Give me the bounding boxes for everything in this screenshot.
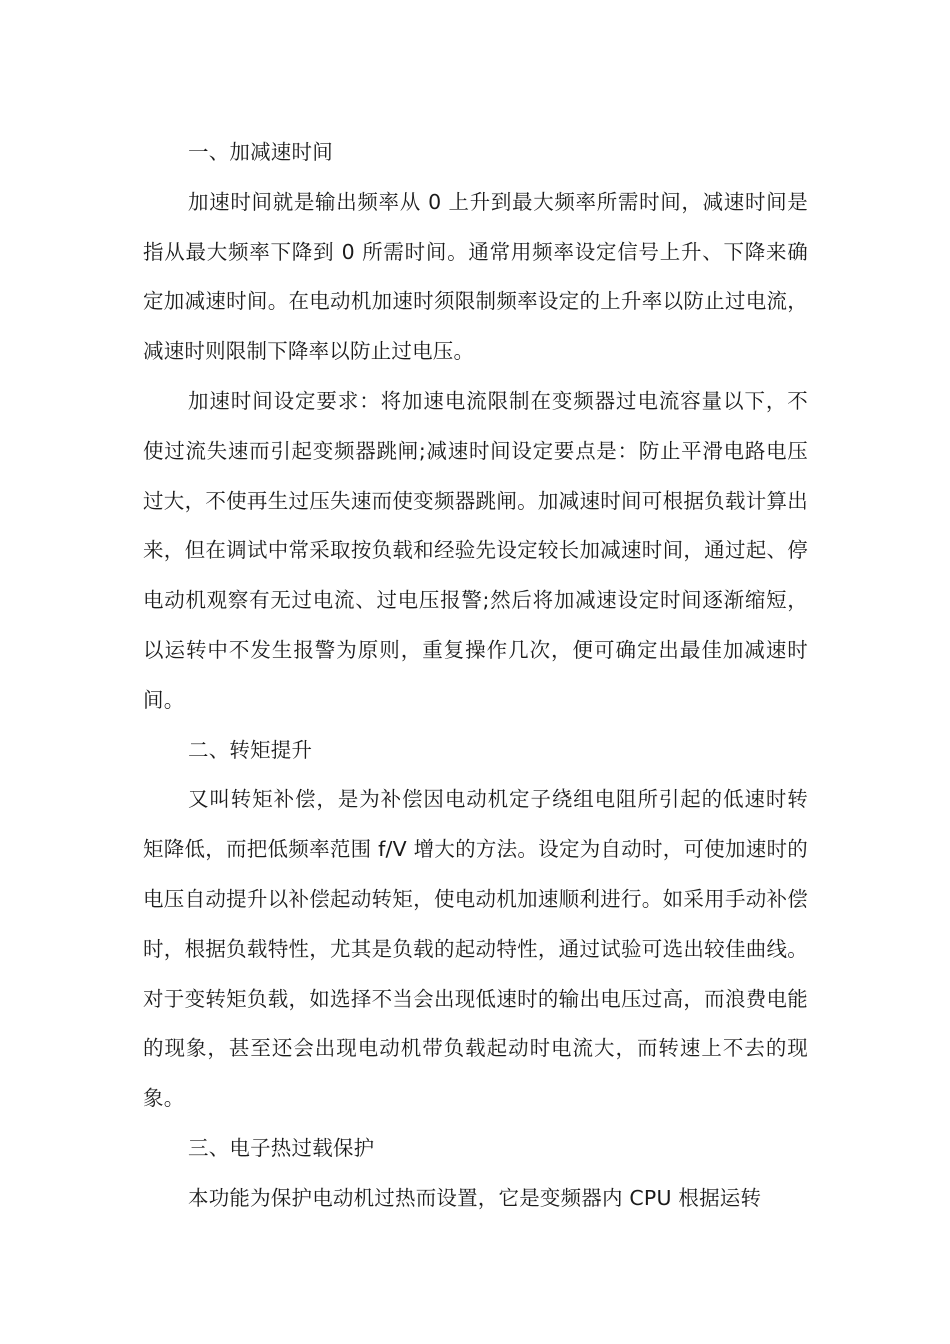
paragraph-acceleration-requirements: 加速时间设定要求：将加速电流限制在变频器过电流容量以下，不使过流失速而引起变频器跳闸;减速时间设定要点是：防止平滑电路电压过大，不使再生过压失速而使变频器跳闸。加减速时间可根据负载计算出来，但在调试中常采取按负载和经验先设定较长加减速时间，通过起、停电动机观察有无过电流、过电压报警;然后将加减速设定时间逐渐缩短，以运转中不发生报警为原则，重复操作几次，便可确定出最佳加减速时间。	[143, 388, 808, 712]
section-heading-thermal-overload: 三、电子热过载保护	[188, 1135, 375, 1160]
paragraph-torque-compensation: 又叫转矩补偿，是为补偿因电动机定子绕组电阻所引起的低速时转矩降低，而把低频率范围 f/V 增大的方法。设定为自动时，可使加速时的电压自动提升以补偿起动转矩，使电动机加速顺利进行。如采用手动补偿时，根据负载特性，尤其是负载的起动特性，通过试验可选出较佳曲线。对于变转矩负载，如选择不当会出现低速时的输出电压过高，而浪费电能的现象，甚至还会出现电动机带负载起动时电流大，而转速上不去的现象。	[143, 787, 808, 1111]
section-heading-torque-boost: 二、转矩提升	[188, 737, 313, 762]
document-body	[143, 128, 808, 1224]
section-heading-acceleration-time: 一、加减速时间	[188, 140, 333, 164]
paragraph-acceleration-definition: 加速时间就是输出频率从 0 上升到最大频率所需时间，减速时间是指从最大频率下降到 0 所需时间。通常用频率设定信号上升、下降来确定加减速时间。在电动机加速时须限制频率设定的上升率以防止过电流，减速时则限制下降率以防止过电压。	[143, 189, 808, 364]
paragraph-thermal-overload-intro: 本功能为保护电动机过热而设置，它是变频器内 CPU 根据运转	[188, 1185, 762, 1210]
